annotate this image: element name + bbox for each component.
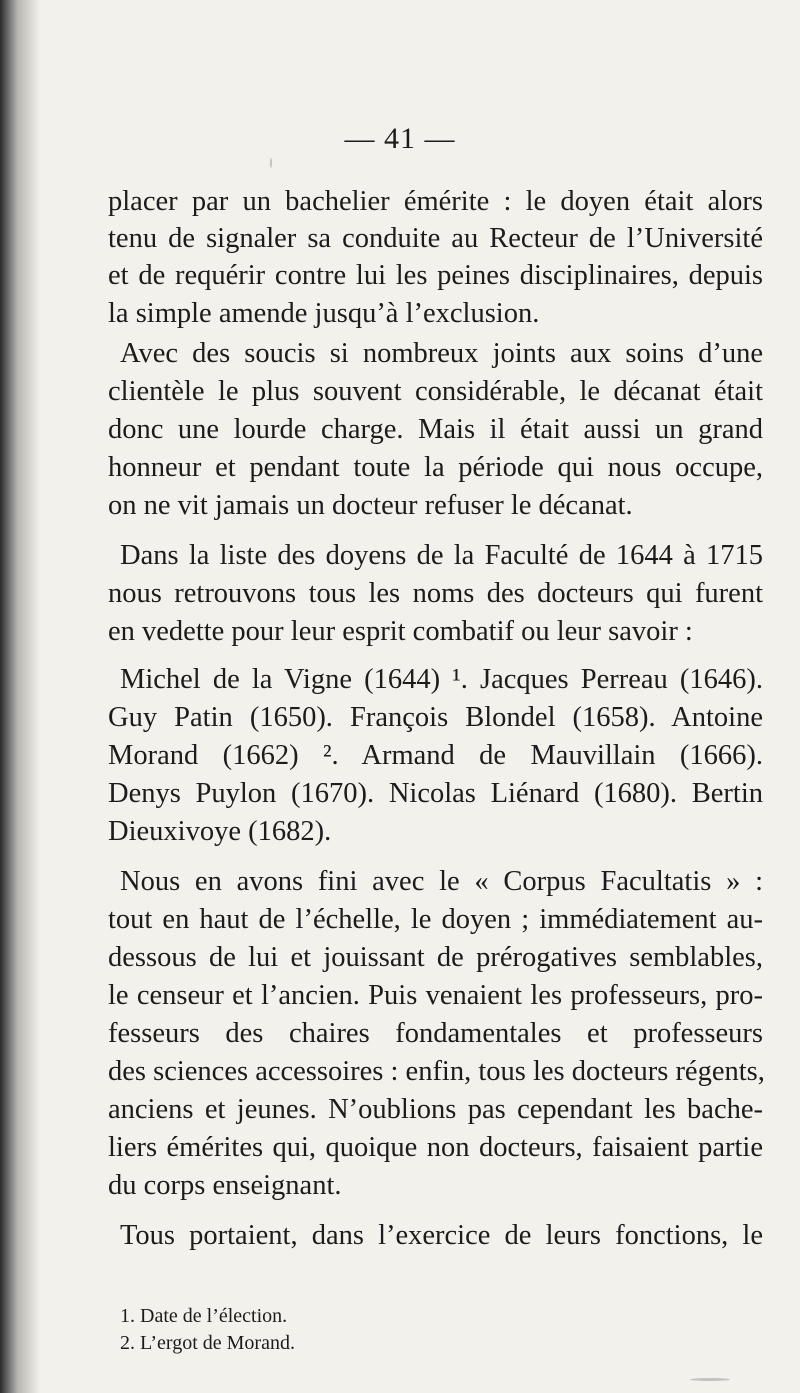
page-number: — 41 — (344, 122, 456, 155)
text-line: et de requérir contre lui les peines disciplinaires, depuis (108, 260, 763, 291)
scan-speck (690, 1378, 730, 1381)
text-line: la simple amende jusqu’à l’exclusion. (108, 298, 540, 329)
text-line: Avec des soucis si nombreux joints aux soins d’une (120, 338, 763, 369)
scan-speck (270, 158, 272, 168)
text-line: on ne vit jamais un docteur refuser le décanat. (108, 490, 633, 521)
text-line: honneur et pendant toute la période qui nous occupe, (108, 452, 763, 483)
text-line: en vedette pour leur esprit combatif ou leur savoir : (108, 616, 693, 647)
text-line: le censeur et l’ancien. Puis venaient les professeurs, pro- (108, 980, 763, 1011)
scan-gutter-shadow (0, 0, 40, 1393)
text-line: anciens et jeunes. N’oublions pas cependant les bache- (108, 1094, 763, 1125)
text-line: du corps enseignant. (108, 1170, 342, 1201)
text-line: dessous de lui et jouissant de prérogatives semblables, (108, 942, 763, 973)
text-line: tout en haut de l’échelle, le doyen ; immédiatement au- (108, 904, 763, 935)
text-line: Morand (1662) ². Armand de Mauvillain (1666). (108, 740, 763, 771)
text-line: Guy Patin (1650). François Blondel (1658). Antoine (108, 702, 763, 733)
text-line: Denys Puylon (1670). Nicolas Liénard (1680). Bertin (108, 778, 763, 809)
text-line: Nous en avons fini avec le « Corpus Facultatis » : (120, 866, 763, 897)
text-line: placer par un bachelier émérite : le doyen était alors (108, 186, 763, 217)
text-line: nous retrouvons tous les noms des docteurs qui furent (108, 578, 763, 609)
text-line: des sciences accessoires : enfin, tous les docteurs régents, (108, 1056, 765, 1087)
text-line: Michel de la Vigne (1644) ¹. Jacques Perreau (1646). (120, 664, 763, 695)
text-line: liers émérites qui, quoique non docteurs, faisaient partie (108, 1132, 763, 1163)
text-line: fesseurs des chaires fondamentales et professeurs (108, 1018, 763, 1049)
text-line: Dans la liste des doyens de la Faculté de 1644 à 1715 (120, 540, 763, 571)
text-line: Tous portaient, dans l’exercice de leurs fonctions, le (120, 1220, 763, 1251)
footnote: 1. Date de l’élection. (120, 1305, 288, 1327)
text-line: donc une lourde charge. Mais il était aussi un grand (108, 414, 763, 445)
text-line: Dieuxivoye (1682). (108, 816, 332, 847)
text-line: tenu de signaler sa conduite au Recteur de l’Université (108, 223, 763, 254)
text-line: clientèle le plus souvent considérable, le décanat était (108, 376, 763, 407)
footnote: 2. L’ergot de Morand. (120, 1332, 295, 1354)
